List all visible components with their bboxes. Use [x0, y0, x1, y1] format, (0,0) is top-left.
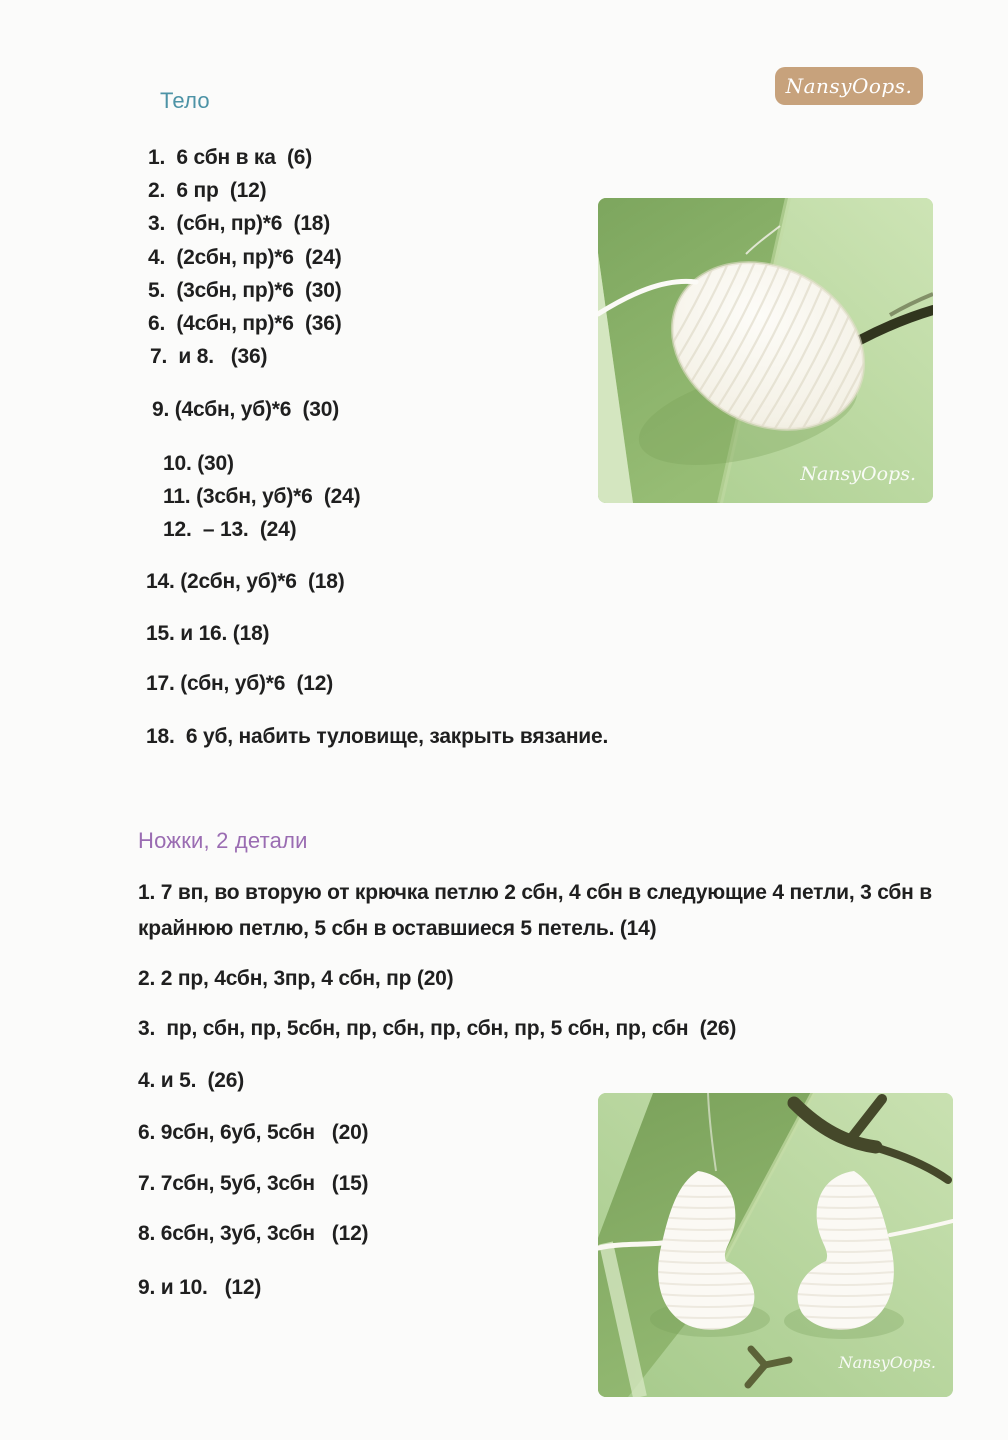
pattern-line: 6. 9сбн, 6уб, 5сбн (20)	[138, 1121, 369, 1144]
pattern-line: 8. 6сбн, 3уб, 3сбн (12)	[138, 1222, 369, 1245]
pattern-line: 7. и 8. (36)	[150, 345, 268, 368]
pattern-line: 1. 7 вп, во вторую от крючка петлю 2 сбн, 4 сбн в следующие 4 петли, 3 сбн в	[138, 881, 932, 904]
pattern-line: 9. и 10. (12)	[138, 1276, 262, 1299]
pattern-line: 14. (2сбн, уб)*6 (18)	[146, 570, 345, 593]
pattern-line: 11. (3сбн, уб)*6 (24)	[163, 485, 361, 508]
pattern-line: 18. 6 уб, набить туловище, закрыть вязание.	[146, 725, 609, 748]
pattern-line: 3. (сбн, пр)*6 (18)	[148, 212, 331, 235]
section-title-legs: Ножки, 2 детали	[138, 828, 308, 853]
pattern-line: 2. 6 пр (12)	[148, 179, 267, 202]
pattern-line: 2. 2 пр, 4сбн, 3пр, 4 сбн, пр (20)	[138, 967, 454, 990]
photo-watermark: NansyOops.	[838, 1353, 936, 1372]
pattern-line: 3. пр, сбн, пр, 5сбн, пр, сбн, пр, сбн, пр, 5 сбн, пр, сбн (26)	[138, 1017, 737, 1040]
pattern-line: 5. (3сбн, пр)*6 (30)	[148, 279, 342, 302]
pattern-line: 4. (2сбн, пр)*6 (24)	[148, 246, 342, 269]
brand-badge	[775, 67, 923, 105]
pattern-line: 7. 7сбн, 5уб, 3сбн (15)	[138, 1172, 369, 1195]
pattern-line: 10. (30)	[163, 452, 234, 475]
legs-photo	[598, 1093, 953, 1397]
pattern-line: 6. (4сбн, пр)*6 (36)	[148, 312, 342, 335]
pattern-line: 4. и 5. (26)	[138, 1069, 245, 1092]
pattern-line: 1. 6 сбн в ка (6)	[148, 146, 313, 169]
section-title-body: Тело	[160, 88, 210, 113]
photo-watermark: NansyOops.	[800, 463, 916, 485]
pattern-line: 9. (4сбн, уб)*6 (30)	[152, 398, 340, 421]
pattern-line: крайнюю петлю, 5 сбн в оставшиеся 5 петель. (14)	[138, 917, 657, 940]
pattern-line: 17. (сбн, уб)*6 (12)	[146, 672, 334, 695]
brand-badge-label: NansyOops.	[785, 74, 913, 98]
pattern-line: 15. и 16. (18)	[146, 622, 270, 645]
body-photo	[598, 198, 933, 503]
pattern-line: 12. – 13. (24)	[163, 518, 297, 541]
